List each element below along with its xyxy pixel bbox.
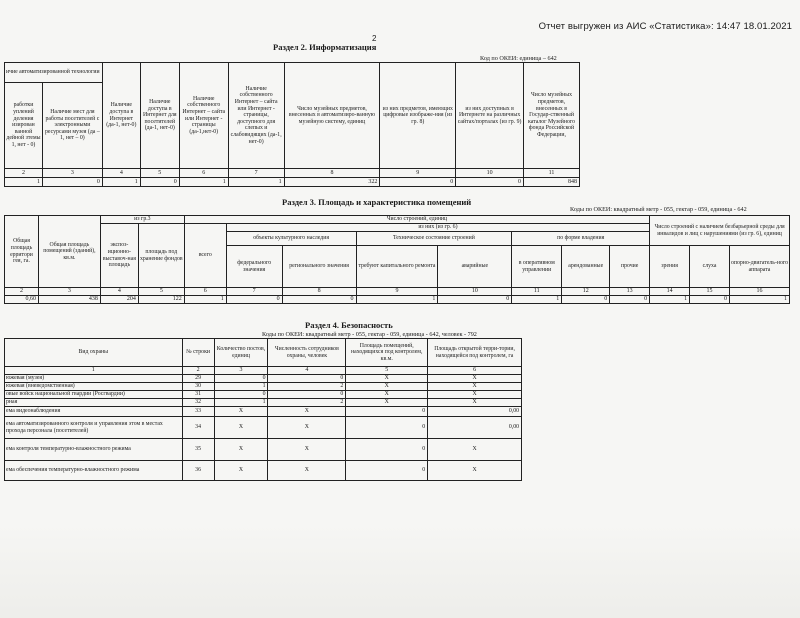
s4-cell: X [346,383,428,391]
s3-h-heritage: объекты культурного наследия [226,232,356,246]
section3-okei: Коды по ОКЕИ: квадратный метр - 055, гектар - 059, единица - 642 [570,206,747,213]
s4-row-name: овые войск национальной гвардии (Росгвардии) [5,391,183,399]
section4-table [4,338,522,481]
s4-cell: 0,00 [428,407,522,417]
s2-colnum: 6 [179,169,228,178]
section4-title: Раздел 4. Безопасность [305,320,393,330]
s3-value: 1 [650,296,690,304]
s3-h-regional: регионального значения [282,246,356,288]
s4-cell: 2 [268,383,346,391]
s4-cell: X [214,407,268,417]
s2-col3: Наличие мест для работы посетителей с электронными ресурсами музея (да – 1, нет – 0) [42,83,102,169]
s2-value: 0 [456,178,524,187]
s3-h-of-gr3: из гр.3 [100,216,184,224]
s2-col2: работки уплений деления изирован ванной дейной зтемы 1, нет - 0) [5,83,43,169]
s4-row-num: 36 [182,461,214,481]
s3-h-barrier: Число строений с наличием безбарьерной среды для инвалидов и лиц с нарушениями (из гр. 6), единиц [650,216,790,246]
s4-cell: X [268,461,346,481]
s2-col11: Число музейных предметов, внесенных в Государ-ственный каталог Музейного фонда Российской Федерации, [524,63,580,169]
s4-row-name: ема автоматизированного контроля и управления этом в местах прохода персонала (посетителей) [5,417,183,439]
table-row [5,407,522,417]
table-row [5,417,522,439]
s2-col1-top: ичие автоматизированной технологии [5,63,103,83]
s3-colnum: 10 [438,288,512,296]
s3-h-left: Общая площадь ерритори гея, га. [5,216,39,288]
s4-cell: 0 [346,417,428,439]
s3-value: 438 [38,296,100,304]
s4-row-name: ема контроля температурно-влажностного режима [5,439,183,461]
s4-cell: 2 [268,399,346,407]
s2-colnum: 11 [524,169,580,178]
s3-value: 0 [438,296,512,304]
s2-colnum: 5 [140,169,179,178]
s3-colnum: 2 [5,288,39,296]
s2-colnum: 4 [102,169,140,178]
s4-cell: X [428,391,522,399]
s3-colnum: 9 [356,288,438,296]
s4-cell: X [268,407,346,417]
s4-cell: X [214,417,268,439]
section3-table [4,215,790,304]
s2-colnum: 7 [228,169,284,178]
s2-value: 1 [102,178,140,187]
s4-colnum: 5 [346,367,428,375]
s4-row-name: ема видеонаблюдения [5,407,183,417]
s4-h-row: № строки [182,339,214,367]
section4-okei: Коды по ОКЕИ: квадратный метр - 055, гектар - 059, единица - 642, человек - 792 [262,331,477,338]
scan-shading [0,523,800,618]
s3-colnum: 6 [184,288,226,296]
s4-h-staff: Численность сотрудников охраны, человек [268,339,346,367]
s4-colnum: 3 [214,367,268,375]
s4-cell: X [214,439,268,461]
export-note: Отчет выгружен из АИС «Статистика»: 14:47 18.01.2021 [538,21,792,32]
s2-col9: из них предметов, имеющих цифровые изображе-ния (из гр. 8) [380,63,456,169]
s3-value: 0 [610,296,650,304]
s4-h-area: Площадь помещений, находящихся под контролем, кв.м. [346,339,428,367]
s4-cell: X [346,375,428,383]
s2-colnum: 10 [456,169,524,178]
s3-colnum: 7 [226,288,282,296]
s3-colnum: 11 [512,288,562,296]
s3-h-total-area: Общая площадь помещений (зданий), кв.м. [38,216,100,288]
s4-cell: X [428,383,522,391]
s4-row-num: 32 [182,399,214,407]
s4-row-num: 30 [182,383,214,391]
s4-cell: 0 [214,391,268,399]
s3-h-rent: арендованные [562,246,610,288]
s4-row-num: 35 [182,439,214,461]
s3-h-other: прочие [610,246,650,288]
s3-colnum: 3 [38,288,100,296]
s4-cell: 0 [268,375,346,383]
s3-h-operational: в оперативном управлении [512,246,562,288]
s2-col4: Наличие доступа в Интернет (да-1, нет-0) [102,63,140,169]
s3-value: 0 [690,296,730,304]
s3-value: 1 [184,296,226,304]
table-row [5,383,522,391]
s2-colnum: 2 [5,169,43,178]
s3-h-expo: экспоз-иционно-выставоч-ная площадь [100,224,138,288]
s4-h-kind: Вид охраны [5,339,183,367]
s2-colnum: 8 [284,169,380,178]
s4-colnum: 6 [428,367,522,375]
s4-cell: 1 [214,399,268,407]
s4-row-num: 34 [182,417,214,439]
s2-col5: Наличие доступа в Интернет для посетителей (да-1, нет-0) [140,63,179,169]
s3-value: 0 [226,296,282,304]
s4-h-open: Площадь открытой терри-тории, находящейся под контролем, га [428,339,522,367]
s4-cell: X [428,399,522,407]
s3-h-motor: опорно-двигатель-ного аппарата [729,246,789,288]
s4-cell: 0 [346,461,428,481]
s4-cell: 0 [268,391,346,399]
s4-row-num: 31 [182,391,214,399]
s3-value: 1 [729,296,789,304]
s3-h-buildings: Число строений, единиц [184,216,649,224]
s4-colnum: 1 [5,367,183,375]
s4-cell: 1 [214,383,268,391]
s3-value: 0,60 [5,296,39,304]
s3-h-hearing: слуха [690,246,730,288]
s4-cell: 0 [346,439,428,461]
s2-value: 0 [380,178,456,187]
s3-colnum: 13 [610,288,650,296]
s4-cell: X [268,417,346,439]
s3-colnum: 14 [650,288,690,296]
s4-row-num: 33 [182,407,214,417]
s4-cell: X [428,461,522,481]
s3-colnum: 5 [138,288,184,296]
s3-value: 1 [512,296,562,304]
s4-h-posts: Количество постов, единиц [214,339,268,367]
s3-colnum: 4 [100,288,138,296]
section2-title: Раздел 2. Информатизация [273,42,377,52]
s2-col10: из них доступных в Интернете на различных сайтах/порталах (из гр. 9) [456,63,524,169]
s4-cell: X [346,391,428,399]
s3-value: 204 [100,296,138,304]
s4-cell: 0 [346,407,428,417]
section3-title: Раздел 3. Площадь и характеристика помещений [282,197,472,207]
s4-colnum: 2 [182,367,214,375]
s3-colnum: 15 [690,288,730,296]
s4-row-name: рная [5,399,183,407]
s3-h-of-gr6: из них (из гр. 6) [226,224,649,232]
s2-col6: Наличие собственного Интернет – сайта или Интернет - страницы (да-1,нет-0) [179,63,228,169]
s3-colnum: 12 [562,288,610,296]
table-row [5,461,522,481]
s3-h-emergency: аварийные [438,246,512,288]
s3-h-repair: требуют капитального ремонта [356,246,438,288]
s4-row-name: южевая (музея) [5,375,183,383]
s3-h-total: всего [184,224,226,288]
s4-cell: 0,00 [428,417,522,439]
s4-row-name: южевая (вневедомственная) [5,383,183,391]
s3-h-storage: площадь под хранение фондов [138,224,184,288]
s3-value: 0 [282,296,356,304]
s3-h-vision: зрения [650,246,690,288]
s4-row-name: ема обеспечения температурно-влажностного режима [5,461,183,481]
s2-col7: Наличие собственного Интернет – сайта или Интернет - страницы, доступного для слепых и слабовидящих (да-1, нет-0) [228,63,284,169]
s2-colnum: 3 [42,169,102,178]
s3-h-ownership: по форме владения [512,232,650,246]
s2-colnum: 9 [380,169,456,178]
table-row [5,375,522,383]
s4-cell: X [428,439,522,461]
s3-h-federal: федерального значения [226,246,282,288]
s3-value: 1 [356,296,438,304]
s2-value: 848 [524,178,580,187]
s4-colnum: 4 [268,367,346,375]
s2-value: 0 [42,178,102,187]
s2-value: 322 [284,178,380,187]
s4-cell: X [428,375,522,383]
s4-cell: 0 [214,375,268,383]
page-number: 2 [372,34,377,43]
s4-cell: X [346,399,428,407]
s3-value: 122 [138,296,184,304]
section2-okei: Код по ОКЕИ: единица – 642 [480,55,557,62]
s3-colnum: 8 [282,288,356,296]
s4-cell: X [268,439,346,461]
s2-value: 1 [179,178,228,187]
s3-value: 0 [562,296,610,304]
table-row [5,439,522,461]
s3-colnum: 16 [729,288,789,296]
table-row [5,399,522,407]
s2-value: 0 [140,178,179,187]
table-row [5,391,522,399]
s2-value: 1 [5,178,43,187]
s4-cell: X [214,461,268,481]
s4-row-num: 29 [182,375,214,383]
s2-value: 1 [228,178,284,187]
section2-table [4,62,580,187]
s2-col8: Число музейных предметов, внесенных в автоматизиро-ванную музейную систему, единиц [284,63,380,169]
s3-h-tech: Техническое состояние строений [356,232,512,246]
